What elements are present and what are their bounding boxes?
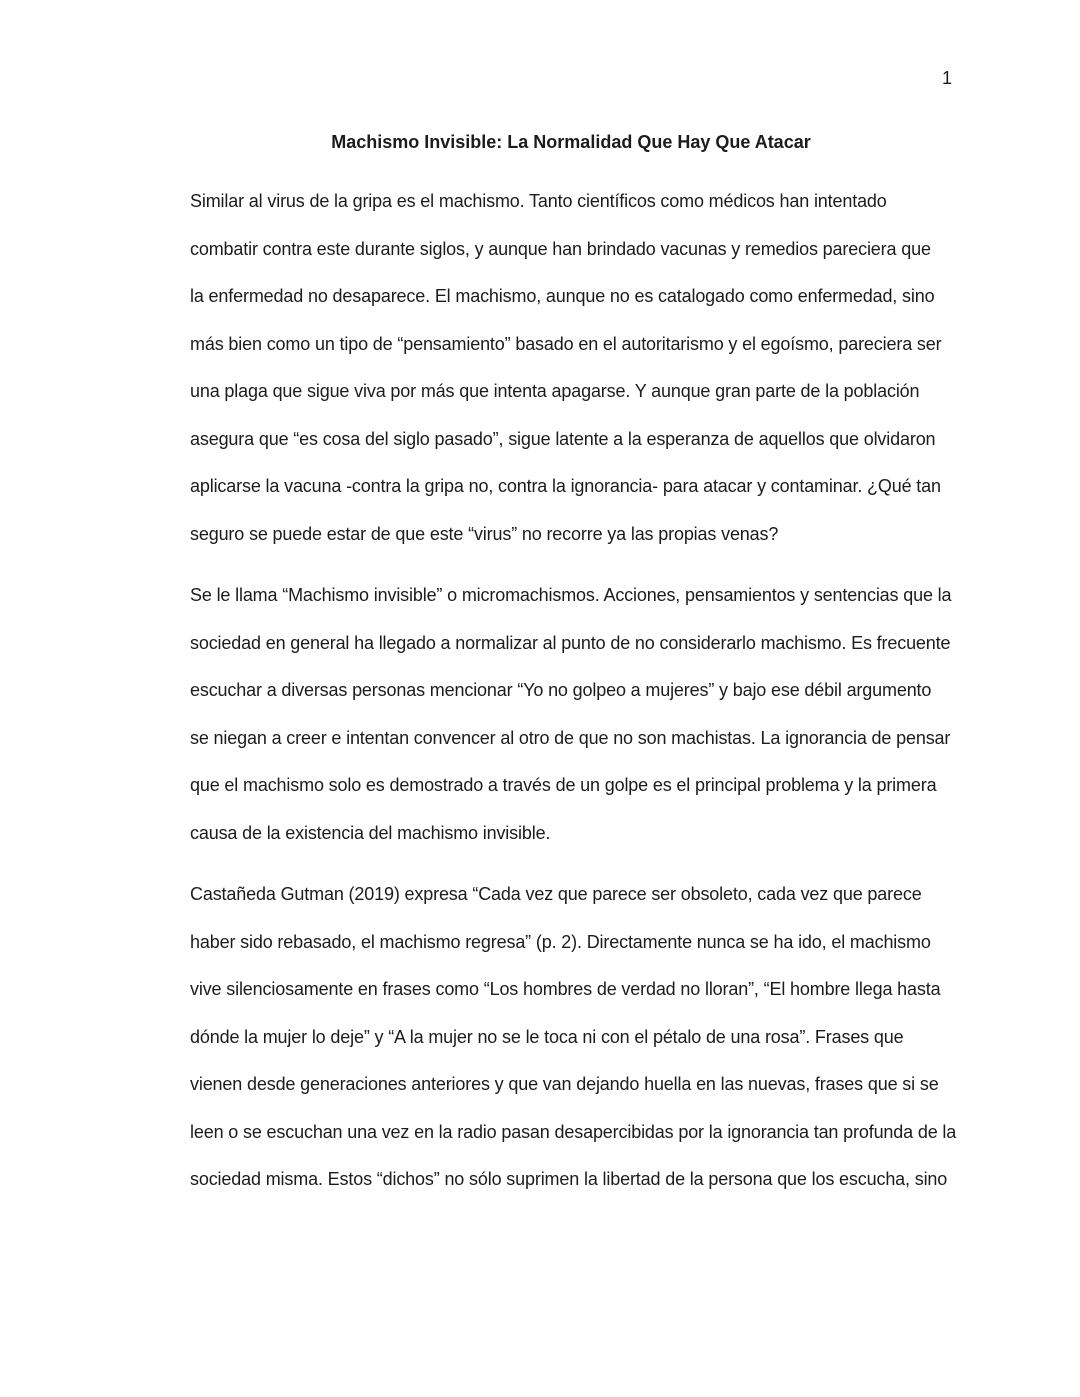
text-line: la enfermedad no desaparece. El machismo, aunque no es catalogado como enfermedad, sino: [190, 286, 935, 306]
text-line: vienen desde generaciones anteriores y que van dejando huella en las nuevas, frases que si se: [190, 1074, 939, 1094]
text-line: combatir contra este durante siglos, y aunque han brindado vacunas y remedios pareciera que: [190, 238, 931, 259]
text-line: asegura que “es cosa del siglo pasado”, sigue latente a la esperanza de aquellos que olvidaron: [190, 428, 936, 449]
paragraph: [190, 871, 957, 1204]
text-line: una plaga que sigue viva por más que intenta apagarse. Y aunque gran parte de la población: [190, 381, 920, 401]
text-line: más bien como un tipo de “pensamiento” basado en el autoritarismo y el egoísmo, pareciera ser: [190, 333, 942, 354]
text-line: haber sido rebasado, el machismo regresa” (p. 2). Directamente nunca se ha ido, el machismo: [190, 931, 931, 952]
page-number: 1: [941, 68, 952, 88]
text-line: escuchar a diversas personas mencionar “Yo no golpeo a mujeres” y bajo ese débil argumento: [190, 680, 932, 700]
text-line: sociedad misma. Estos “dichos” no sólo suprimen la libertad de la persona que los escucha, sino: [190, 1169, 948, 1189]
text-line: Similar al virus de la gripa es el machismo. Tanto científicos como médicos han intentado: [190, 191, 887, 211]
text-line: se niegan a creer e intentan convencer al otro de que no son machistas. La ignorancia de pensar: [190, 727, 951, 748]
paragraph: [190, 572, 952, 857]
document-title: Machismo Invisible: La Normalidad Que Hay Que Atacar: [331, 132, 811, 152]
text-line: vive silenciosamente en frases como “Los hombres de verdad no lloran”, “El hombre llega hasta: [190, 979, 941, 999]
document-content: [190, 122, 957, 1218]
text-line: Castañeda Gutman (2019) expresa “Cada vez que parece ser obsoleto, cada vez que parece: [190, 884, 922, 904]
paragraph: [190, 178, 952, 558]
text-line: que el machismo solo es demostrado a través de un golpe es el principal problema y la primera: [190, 775, 937, 795]
document-body: [190, 178, 957, 1204]
text-line: aplicarse la vacuna -contra la gripa no, contra la ignorancia- para atacar y contaminar. ¿Qué tan: [190, 476, 941, 496]
text-line: leen o se escuchan una vez en la radio pasan desapercibidas por la ignorancia tan profunda de la: [190, 1121, 957, 1142]
text-line: causa de la existencia del machismo invisible.: [190, 822, 551, 843]
text-line: seguro se puede estar de que este “virus” no recorre ya las propias venas?: [190, 523, 779, 544]
text-line: dónde la mujer lo deje” y “A la mujer no se le toca ni con el pétalo de una rosa”. Frases que: [190, 1026, 904, 1047]
text-line: sociedad en general ha llegado a normalizar al punto de no considerarlo machismo. Es frecuente: [190, 632, 951, 653]
text-line: Se le llama “Machismo invisible” o micromachismos. Acciones, pensamientos y sentencias que la: [190, 585, 952, 605]
